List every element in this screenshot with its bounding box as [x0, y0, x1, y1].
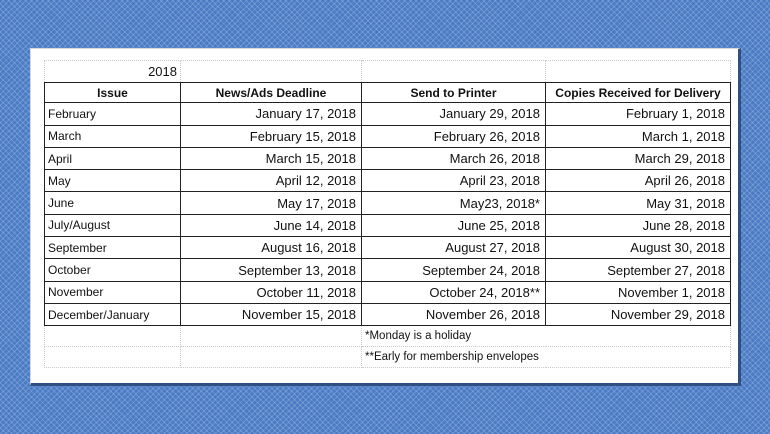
send-to-printer-cell: May23, 2018*	[362, 192, 546, 214]
issue-cell: November	[45, 281, 181, 303]
copies-received-cell: March 29, 2018	[546, 147, 731, 169]
table-row	[45, 303, 731, 325]
copies-received-cell: March 1, 2018	[546, 125, 731, 147]
send-to-printer-cell: November 26, 2018	[362, 303, 546, 325]
copies-received-cell: June 28, 2018	[546, 214, 731, 236]
issue-cell: February	[45, 103, 181, 125]
issue-cell: September	[45, 237, 181, 259]
issue-cell: July/August	[45, 214, 181, 236]
table-row	[45, 214, 731, 236]
empty-cell	[181, 61, 362, 83]
send-to-printer-cell: January 29, 2018	[362, 103, 546, 125]
news-ads-deadline-cell: February 15, 2018	[181, 125, 362, 147]
copies-received-cell: August 30, 2018	[546, 237, 731, 259]
news-ads-deadline-cell: June 14, 2018	[181, 214, 362, 236]
news-ads-deadline-cell: April 12, 2018	[181, 170, 362, 192]
empty-cell	[546, 61, 731, 83]
table-row	[45, 192, 731, 214]
news-ads-deadline-cell: August 16, 2018	[181, 237, 362, 259]
table-row	[45, 259, 731, 281]
send-to-printer-cell: June 25, 2018	[362, 214, 546, 236]
news-ads-deadline-cell: September 13, 2018	[181, 259, 362, 281]
table-row	[45, 125, 731, 147]
empty-cell	[181, 326, 362, 347]
note-row	[45, 326, 731, 347]
copies-received-cell: November 29, 2018	[546, 303, 731, 325]
table-row	[45, 103, 731, 125]
news-ads-deadline-cell: January 17, 2018	[181, 103, 362, 125]
send-to-printer-cell: February 26, 2018	[362, 125, 546, 147]
news-ads-deadline-cell: March 15, 2018	[181, 147, 362, 169]
table-row	[45, 170, 731, 192]
table-row	[45, 281, 731, 303]
send-to-printer-cell: March 26, 2018	[362, 147, 546, 169]
column-header-issue: Issue	[45, 83, 181, 103]
issue-cell: December/January	[45, 303, 181, 325]
column-header-send-to-printer: Send to Printer	[362, 83, 546, 103]
empty-cell	[45, 326, 181, 347]
membership-note: **Early for membership envelopes	[362, 347, 731, 368]
copies-received-cell: November 1, 2018	[546, 281, 731, 303]
issue-cell: May	[45, 170, 181, 192]
issue-cell: October	[45, 259, 181, 281]
note-row	[45, 347, 731, 368]
send-to-printer-cell: August 27, 2018	[362, 237, 546, 259]
spreadsheet-sheet	[30, 48, 741, 386]
send-to-printer-cell: September 24, 2018	[362, 259, 546, 281]
empty-cell	[362, 61, 546, 83]
year-row	[45, 61, 731, 83]
empty-cell	[45, 347, 181, 368]
news-ads-deadline-cell: May 17, 2018	[181, 192, 362, 214]
news-ads-deadline-cell: November 15, 2018	[181, 303, 362, 325]
issue-cell: March	[45, 125, 181, 147]
copies-received-cell: September 27, 2018	[546, 259, 731, 281]
header-row	[45, 83, 731, 103]
issue-cell: April	[45, 147, 181, 169]
copies-received-cell: February 1, 2018	[546, 103, 731, 125]
publication-schedule-table	[44, 60, 731, 368]
copies-received-cell: May 31, 2018	[546, 192, 731, 214]
copies-received-cell: April 26, 2018	[546, 170, 731, 192]
column-header-copies-received: Copies Received for Delivery	[546, 83, 731, 103]
column-header-news-ads-deadline: News/Ads Deadline	[181, 83, 362, 103]
empty-cell	[181, 347, 362, 368]
year-label: 2018	[45, 61, 181, 83]
send-to-printer-cell: October 24, 2018**	[362, 281, 546, 303]
holiday-note: *Monday is a holiday	[362, 326, 731, 347]
news-ads-deadline-cell: October 11, 2018	[181, 281, 362, 303]
send-to-printer-cell: April 23, 2018	[362, 170, 546, 192]
table-row	[45, 237, 731, 259]
issue-cell: June	[45, 192, 181, 214]
table-row	[45, 147, 731, 169]
